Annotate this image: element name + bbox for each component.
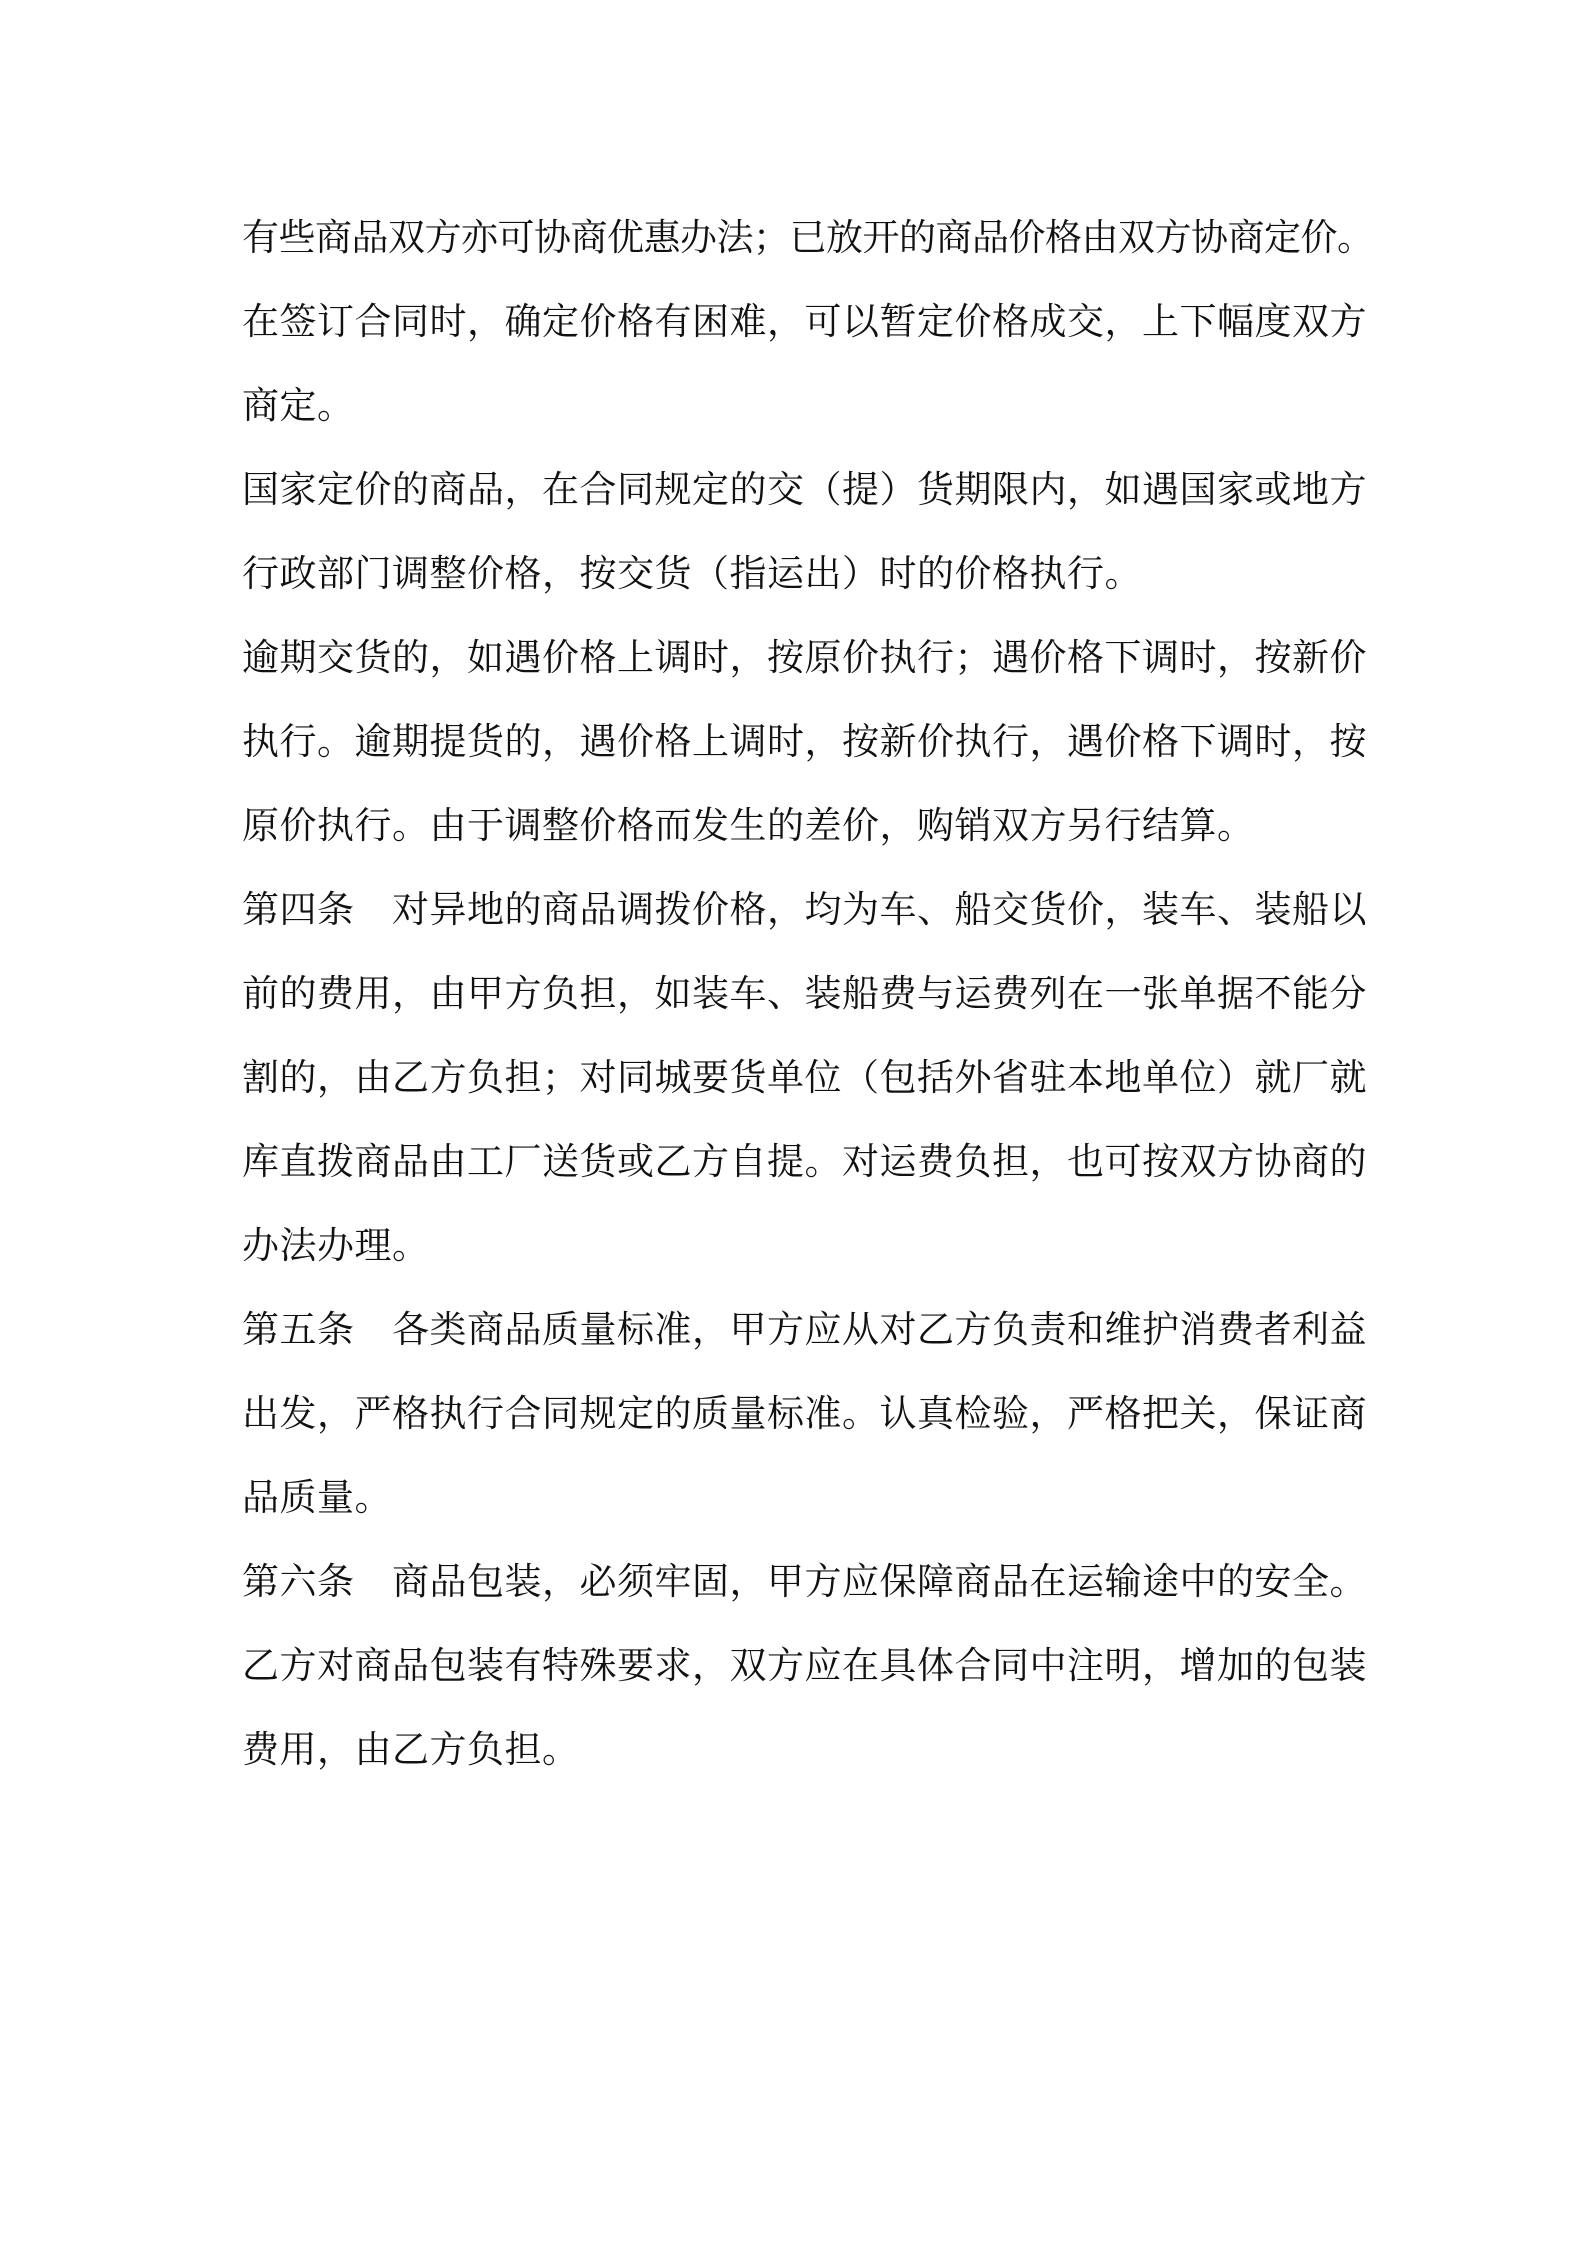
- text-line: 出发，严格执行合同规定的质量标准。认真检验，严格把关，保证商: [242, 1392, 1367, 1435]
- text-line: 商定。: [242, 384, 355, 427]
- text-line: 逾期交货的，如遇价格上调时，按原价执行；遇价格下调时，按新价: [242, 636, 1367, 679]
- text-line: 割的，由乙方负担；对同城要货单位（包括外省驻本地单位）就厂就: [242, 1056, 1367, 1099]
- text-line: 乙方对商品包装有特殊要求，双方应在具体合同中注明，增加的包装: [242, 1644, 1367, 1687]
- text-line: 国家定价的商品，在合同规定的交（提）货期限内，如遇国家或地方: [242, 468, 1367, 511]
- article-5-first-line: [242, 1288, 1370, 1372]
- article-4-first-line: [242, 868, 1370, 952]
- article-5-text: 各类商品质量标准，甲方应从对乙方负责和维护消费者利益: [392, 1308, 1367, 1351]
- text-line: 执行。逾期提货的，遇价格上调时，按新价执行，遇价格下调时，按: [242, 720, 1367, 763]
- article-4-text: 对异地的商品调拨价格，均为车、船交货价，装车、装船以: [392, 888, 1367, 931]
- article-4-label: 第四条: [242, 888, 355, 931]
- text-line: 在签订合同时，确定价格有困难，可以暂定价格成交，上下幅度双方: [242, 300, 1367, 343]
- document-body: [242, 196, 1374, 1792]
- text-line: 库直拨商品由工厂送货或乙方自提。对运费负担，也可按双方协商的: [242, 1140, 1367, 1183]
- text-line: 费用，由乙方负担。: [242, 1728, 580, 1771]
- article-5-label: 第五条: [242, 1308, 355, 1351]
- text-line: 原价执行。由于调整价格而发生的差价，购销双方另行结算。: [242, 804, 1255, 847]
- text-line: 办法办理。: [242, 1224, 430, 1267]
- article-6-text: 商品包装，必须牢固，甲方应保障商品在运输途中的安全。: [392, 1560, 1367, 1603]
- text-line: 品质量。: [242, 1476, 392, 1519]
- article-6-first-line: [242, 1540, 1370, 1624]
- text-line: 有些商品双方亦可协商优惠办法；已放开的商品价格由双方协商定价。: [242, 216, 1374, 259]
- text-line: 行政部门调整价格，按交货（指运出）时的价格执行。: [242, 552, 1142, 595]
- text-line: 前的费用，由甲方负担，如装车、装船费与运费列在一张单据不能分: [242, 972, 1367, 1015]
- article-6-label: 第六条: [242, 1560, 355, 1603]
